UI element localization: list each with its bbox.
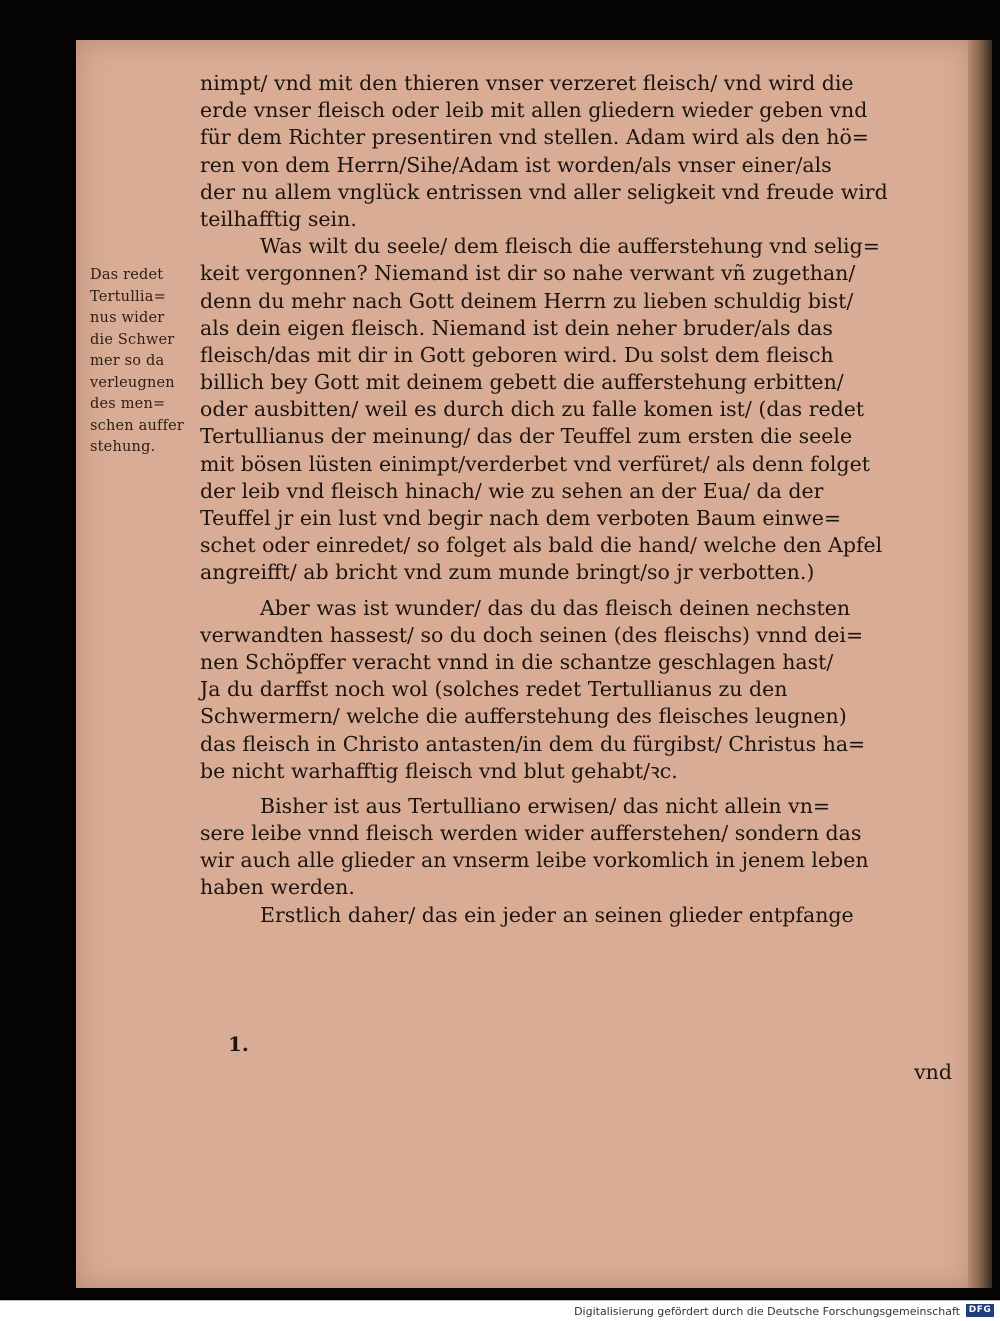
- text-line: billich bey Gott mit deinem gebett die aufferstehung erbitten/: [200, 370, 844, 395]
- text-line: Ja du darffst noch wol (solches redet Tertullianus zu den: [200, 677, 788, 702]
- text-line: denn du mehr nach Gott deinem Herrn zu lieben schuldig bist/: [200, 288, 854, 313]
- marginal-line: Tertullia=: [90, 288, 166, 305]
- marginal-line: die Schwer: [90, 331, 175, 348]
- text-line: nimpt/ vnd mit den thieren vnser verzeret fleisch/ vnd wird die: [200, 71, 854, 95]
- text-line: als dein eigen fleisch. Niemand ist dein neher bruder/als das: [200, 315, 833, 340]
- text-line: der leib vnd fleisch hinach/ wie zu sehen an der Eua/ da der: [200, 478, 824, 503]
- text-line: haben werden.: [200, 875, 355, 900]
- page-edge: [968, 40, 992, 1288]
- text-line: Schwermern/ welche die aufferstehung des fleisches leugnen): [200, 704, 847, 729]
- text-line: für dem Richter presentiren vnd stellen. Adam wird als den hö=: [200, 125, 869, 150]
- text-line: ren von dem Herrn/Sihe/Adam ist worden/als vnser einer/als: [200, 152, 832, 177]
- marginal-line: des men=: [90, 396, 166, 412]
- text-line: be nicht warhafftig fleisch vnd blut gehabt/ꝛc.: [200, 758, 678, 783]
- catchword: vnd: [914, 1060, 952, 1084]
- marginal-line: nus wider: [90, 310, 165, 326]
- marginal-note: [90, 265, 190, 459]
- text-line: keit vergonnen? Niemand ist dir so nahe verwant vñ zugethan/: [200, 261, 856, 286]
- text-line: verwandten hassest/ so du doch seinen (des fleischs) vnnd dei=: [200, 622, 864, 647]
- body-text: [200, 70, 960, 929]
- section-numeral: 1.: [228, 1032, 249, 1056]
- text-line: Aber was ist wunder/ das du das fleisch deinen nechsten: [260, 595, 851, 620]
- text-line: wir auch alle glieder an vnserm leibe vorkomlich in jenem leben: [200, 848, 869, 873]
- text-line: sere leibe vnnd fleisch werden wider aufferstehen/ sondern das: [200, 821, 862, 846]
- text-line: der nu allem vnglück entrissen vnd aller seligkeit vnd freude wird: [200, 179, 888, 204]
- text-line: Bisher ist aus Tertulliano erwisen/ das nicht allein vn=: [260, 793, 831, 818]
- marginal-line: mer so da: [90, 353, 165, 369]
- text-line: angreifft/ ab bricht vnd zum munde bringt/so jr verbotten.): [200, 560, 815, 585]
- text-line: Erstlich daher/ das ein jeder an seinen glieder entpfange: [260, 902, 854, 927]
- text-line: Was wilt du seele/ dem fleisch die aufferstehung vnd selig=: [260, 234, 880, 259]
- text-line: erde vnser fleisch oder leib mit allen gliedern wieder geben vnd: [200, 98, 868, 123]
- text-line: Tertullianus der meinung/ das der Teuffel zum ersten die seele: [200, 424, 853, 449]
- marginal-line: Das redet: [90, 267, 164, 283]
- funding-credit: Digitalisierung gefördert durch die Deutsche Forschungsgemeinschaft: [574, 1305, 960, 1318]
- text-line: nen Schöpffer veracht vnnd in die schantze geschlagen hast/: [200, 649, 834, 674]
- text-line: oder ausbitten/ weil es durch dich zu falle komen ist/ (das redet: [200, 397, 865, 422]
- marginal-line: stehung.: [90, 439, 156, 455]
- text-line: Teuffel jr ein lust vnd begir nach dem verboten Baum einwe=: [200, 506, 842, 530]
- text-line: das fleisch in Christo antasten/in dem du fürgibst/ Christus ha=: [200, 731, 866, 756]
- marginal-line: verleugnen: [90, 374, 175, 391]
- text-line: schet oder einredet/ so folget als bald die hand/ welche den Apfel: [200, 533, 883, 558]
- text-line: teilhafftig sein.: [200, 206, 357, 231]
- text-line: mit bösen lüsten einimpt/verderbet vnd verfüret/ als denn folget: [200, 451, 870, 476]
- footer-bar: [0, 1300, 1000, 1321]
- dfg-logo[interactable]: DFG: [966, 1304, 994, 1317]
- text-line: fleisch/das mit dir in Gott geboren wird. Du solst dem fleisch: [200, 342, 834, 367]
- marginal-line: schen auffer: [90, 417, 185, 434]
